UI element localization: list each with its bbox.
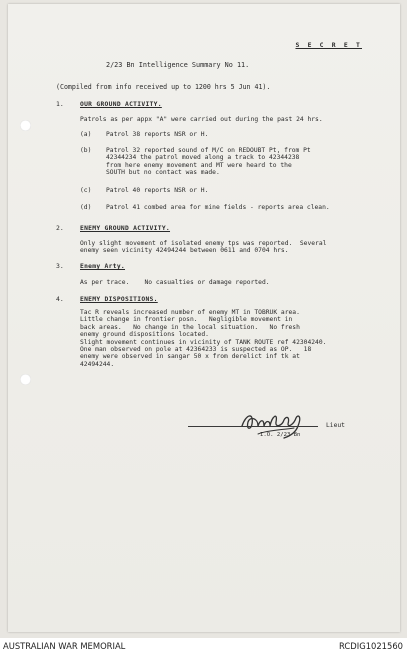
punch-hole [20,374,31,385]
document-title: 2/23 Bn Intelligence Summary No 11. [106,61,250,69]
item-text: Patrol 40 reports NSR or H. [106,187,209,194]
archive-footer [0,638,407,654]
item-text: Patrol 38 reports NSR or H. [106,131,209,138]
archive-reference: RCDIG1021560 [339,641,403,651]
punch-hole [20,120,31,131]
section-number: 2. [56,224,64,232]
section-text: Little change in frontier posn. Negligible movement in [80,316,293,324]
section-body [80,279,270,286]
section-text: enemy ground dispositions located. [80,331,209,339]
signature-subtitle: I.O. 2/23 Bn [260,432,301,438]
signature-rank: Lieut [326,422,345,429]
signature-line [188,426,318,427]
section-text: As per trace. No casualties or damage reported. [80,279,270,286]
section-heading: ENEMY GROUND ACTIVITY. [80,225,171,232]
item-label: (d) [80,204,92,211]
item-text: SOUTH but no contact was made. [106,169,220,177]
item-label: (a) [80,131,92,138]
section-body [80,309,326,368]
item-text: Patrol 32 reported sound of M/C on REDOUBT Pt, from Pt [106,147,311,154]
section-number: 3. [56,262,64,270]
archive-name: AUSTRALIAN WAR MEMORIAL [3,641,126,651]
item-text: from here enemy movement and MT were heard to the [106,161,292,169]
section-text: 42494244. [80,360,115,368]
document-page [8,4,400,632]
section-text: enemy were observed in sangar 50 x from derelict inf tk at [80,353,300,361]
item-label: (c) [80,187,92,194]
section-text: Only slight movement of isolated enemy tps was reported. Several [80,240,327,247]
section-text: Slight movement continues in vicinity of TANK ROUTE ref 42304240. [80,338,327,346]
section-heading: Enemy Arty. [80,263,126,270]
section-number: 1. [56,100,64,108]
section-heading: OUR GROUND ACTIVITY. [80,101,162,108]
section-body [80,240,326,255]
section-text: back areas. No change in the local situation. No fresh [80,323,300,331]
item-text: 42344234 the patrol moved along a track to 42344238 [106,154,300,162]
section-text: One man observed on pole at 42364233 is suspected as OP. 18 [80,346,312,354]
section-text: Tac R reveals increased number of enemy MT in TOBRUK area. [80,309,300,316]
section-text: enemy seen vicinity 42494244 between 0611 and 0704 hrs. [80,247,289,255]
section-heading: ENEMY DISPOSITIONS. [80,296,158,303]
section-text: Patrols as per appx "A" were carried out during the past 24 hrs. [80,116,323,123]
section-number: 4. [56,295,64,303]
classification-stamp: S E C R E T [295,41,362,49]
compiled-note: (Compiled from info received up to 1200 hrs 5 Jun 41). [56,83,271,91]
item-text: Patrol 41 combed area for mine fields - reports area clean. [106,204,330,211]
item-label: (b) [80,147,92,154]
